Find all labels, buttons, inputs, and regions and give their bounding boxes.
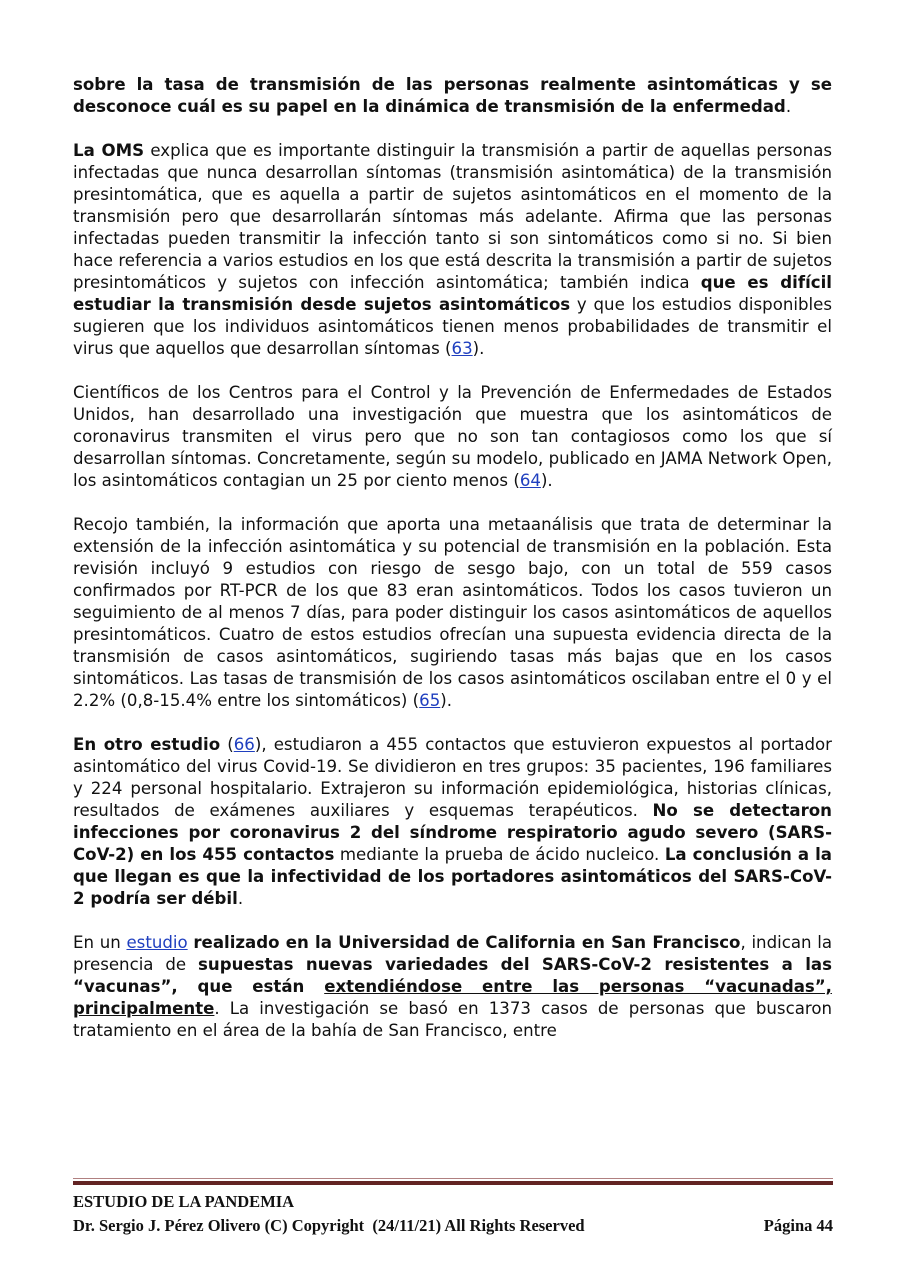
text-run: ), estudiaron a 455 contactos que estuvieron expuestos al portador asintomático del virus Covid-19. Se dividieron en tres grupos: 35 pacientes, 196 familiares y 224 personal hospitalario. Extrajeron su información epidemiológica, historias clínicas, resultados de exámenes auxiliares y esquemas terapéuticos. <box>73 735 832 820</box>
text-run: y que los estudios disponibles sugieren que los individuos asintomáticos tienen menos probabilidades de transmitir el virus que aquellos que desarrollan síntomas ( <box>73 295 832 358</box>
paragraph <box>73 74 832 118</box>
bold-text: extendiéndose entre las personas “vacunadas”, principalmente <box>73 977 832 1018</box>
paragraph <box>73 932 832 1042</box>
text-run: Científicos de los Centros para el Control y la Prevención de Enfermedades de Estados Unidos, han desarrollado una investigación que muestra que los asintomáticos de coronavirus transmiten el virus pero que no son tan contagiosos como los que sí desarrollan síntomas. Concretamente, según su modelo, publicado en JAMA Network Open, los asintomáticos contagian un 25 por ciento menos ( <box>73 383 832 490</box>
text-run: mediante la prueba de ácido nucleico. <box>334 845 665 864</box>
text-run: . <box>237 889 244 908</box>
bold-text: No se detectaron infecciones por coronavirus 2 del síndrome respiratorio agudo severo (SARS-CoV-2) en los 455 contactos <box>73 801 832 864</box>
footer-title: ESTUDIO DE LA PANDEMIA <box>73 1192 295 1211</box>
reference-link[interactable]: 64 <box>519 471 541 490</box>
bold-text: que es difícil estudiar la transmisión desde sujetos asintomáticos <box>73 273 832 314</box>
text-run: . La investigación se basó en 1373 casos de personas que buscaron tratamiento en el área de la bahía de San Francisco, entre <box>73 999 832 1040</box>
paragraph <box>73 382 832 492</box>
bold-text: La conclusión a la que llegan es que la infectividad de los portadores asintomáticos del SARS-CoV-2 podría ser débil <box>73 845 832 908</box>
bold-text: En otro estudio <box>73 735 221 754</box>
text-run: ). <box>472 339 485 358</box>
reference-link[interactable]: 66 <box>233 735 255 754</box>
text-run: Recojo también, la información que aporta una metaanálisis que trata de determinar la extensión de la infección asintomática y su potencial de transmisión en la población. Esta revisión incluyó 9 estudios con riesgo de sesgo bajo, con un total de 559 casos confirmados por RT-PCR de los que 83 eran asintomáticos. Todos los casos tuvieron un seguimiento de al menos 7 días, para poder distinguir los casos asintomáticos de aquellos presintomáticos. Cuatro de estos estudios ofrecían una supuesta evidencia directa de la transmisión de casos asintomáticos, sugiriendo tasas más bajas que en los casos sintomáticos. Las tasas de transmisión de los casos asintomáticos oscilaban entre el 0 y el 2.2% (0,8-15.4% entre los sintomáticos) ( <box>73 515 832 710</box>
text-run: . <box>785 97 792 116</box>
text-run: ). <box>540 471 553 490</box>
document-body <box>73 74 832 1064</box>
bold-text: La OMS <box>73 141 145 160</box>
footer-divider <box>73 1178 833 1185</box>
text-run: , indican la presencia de <box>73 933 833 974</box>
reference-link[interactable]: 63 <box>451 339 473 358</box>
text-run: ( <box>220 735 234 754</box>
paragraph <box>73 514 832 712</box>
text-run: ). <box>440 691 453 710</box>
text-run: explica que es importante distinguir la transmisión a partir de aquellas personas infectadas que nunca desarrollan síntomas (transmisión asintomática) de la transmisión presintomática, que es aquella a partir de sujetos asintomáticos en el momento de la transmisión pero que desarrollarán síntomas más adelante. Afirma que las personas infectadas pueden transmitir la infección tanto si son sintomáticos como si no. Si bien hace referencia a varios estudios en los que está descrita la transmisión a partir de sujetos presintomáticos y sujetos con infección asintomática; también indica <box>73 141 833 292</box>
page-footer <box>73 1190 833 1238</box>
bold-text: sobre la tasa de transmisión de las personas realmente asintomáticas y se desconoce cuál es su papel en la dinámica de transmisión de la enfermedad <box>73 75 832 116</box>
bold-text: supuestas nuevas variedades del SARS-CoV-2 resistentes a las “vacunas”, que están <box>73 955 833 996</box>
footer-copyright: Dr. Sergio J. Pérez Olivero (C) Copyright (24/11/21) All Rights Reserved <box>73 1216 585 1235</box>
bold-text: realizado en la Universidad de California en San Francisco <box>193 933 741 952</box>
text-run: En un <box>73 933 127 952</box>
reference-link[interactable]: 65 <box>419 691 441 710</box>
page-number: Página 44 <box>763 1216 833 1235</box>
paragraph <box>73 734 832 910</box>
reference-link[interactable]: estudio <box>126 933 188 952</box>
paragraph <box>73 140 832 360</box>
